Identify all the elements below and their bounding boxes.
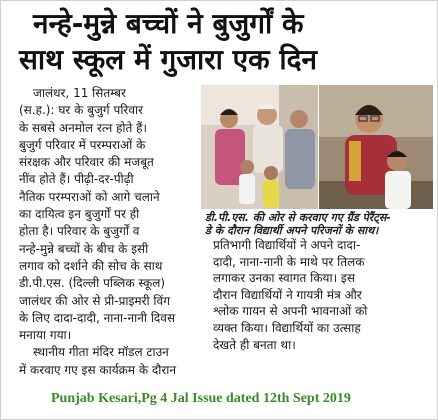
body-line: के सबसे अनमोल रत्न होते हैं।	[19, 120, 148, 135]
event-photo-left	[201, 85, 318, 209]
body-line: देखते ही बनता था।	[213, 337, 296, 352]
body-line: मनाया गया।	[19, 328, 72, 343]
body-line: दादी, नाना-नानी के माथे पर तिलक	[213, 254, 365, 269]
body-line: होता है। परिवार के बुजुर्गों व	[19, 224, 140, 239]
body-line: स्थानीय गीता मंदिर मॉडल टाउन	[33, 345, 169, 360]
body-line: के लिए दादा-दादी, नाना-नानी दिवस	[19, 310, 176, 325]
body-line: में करवाए गए इस कार्यक्रम के दौरान	[19, 362, 177, 377]
headline-line-1: नन्हे-मुन्ने बच्चों ने बुजुर्गों के	[33, 7, 304, 40]
body-line: (स.ह.): घर के बुजुर्ग परिवार	[19, 103, 144, 118]
photo-caption-line: डी.पी.एस. की ओर से करवाए गए ग्रैंड पेरैंट्स-	[205, 211, 391, 224]
event-photo-right-image	[319, 85, 433, 209]
headline-line-2: साथ स्कूल में गुजारा एक दिन	[19, 43, 318, 76]
article-left-column	[19, 85, 203, 379]
body-line: श्लोक गायन से अपनी भावनाओं को	[213, 304, 368, 319]
body-line: जालंधर की ओर से प्री-प्राइमरी विंग	[19, 293, 170, 308]
body-line: बुजुर्ग परिवार में परम्पराओं के	[19, 137, 146, 152]
photo-caption-line: डे के दौरान विद्यार्थी अपने परिजनों के साथ।	[205, 224, 379, 237]
article-right-column	[213, 237, 433, 353]
event-photo-left-image	[201, 85, 318, 209]
body-line: डी.पी.एस. (दिल्ली पब्लिक स्कूल)	[19, 276, 166, 291]
body-line: संरक्षक और परिवार की मजबूत	[19, 155, 154, 170]
photo-caption	[205, 211, 435, 237]
body-line: लगाकर उनका स्वागत किया। इस	[213, 271, 355, 286]
body-line: प्रतिभागी विद्यार्थियों ने अपने दादा-	[213, 238, 361, 252]
body-line: नींव होते हैं। पीढ़ी-दर-पीढ़ी	[19, 172, 134, 187]
body-line: नैतिक परम्पराओं को आगे चलाने	[19, 189, 160, 204]
body-line: व्यक्त किया। विद्यार्थियों का उत्साह	[213, 320, 361, 335]
event-photo-right	[319, 85, 433, 209]
body-line: दौरान विद्यार्थियों ने गायत्री मंत्र और	[213, 287, 362, 302]
dateline: जालंधर, 11 सितम्बर	[33, 86, 126, 100]
body-line: लगाव को दर्शाने की सोच के साथ	[19, 258, 163, 273]
source-credit: Punjab Kesari,Pg 4 Jal Issue dated 12th Sept 2019	[51, 391, 351, 406]
body-line: नन्हे-मुन्ने बच्चों के बीच के इसी	[19, 241, 149, 256]
body-line: का दायित्व इन बुजुर्गों पर ही	[19, 207, 140, 222]
